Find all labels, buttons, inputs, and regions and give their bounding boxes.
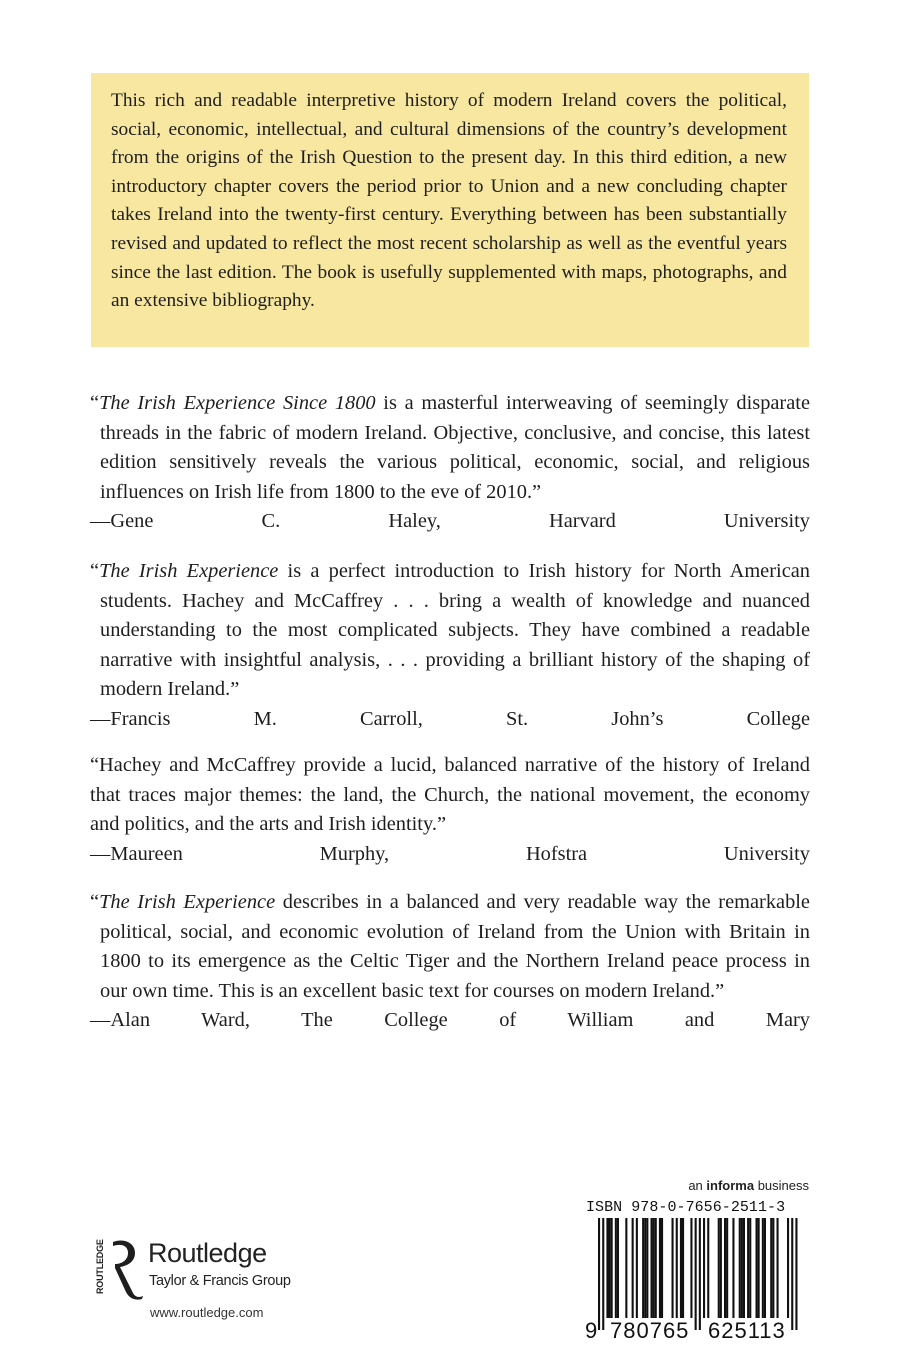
barcode-bar — [699, 1218, 701, 1330]
barcode-bar — [695, 1218, 697, 1330]
publisher-vertical-mark: ROUTLEDGE — [95, 1239, 105, 1295]
informa-brand: informa — [706, 1178, 755, 1193]
quote-text: is a masterful interweaving of seemingly disparate threads in the fabric of modern Ireland. Objective, conclusive, and concise, this latest edition sensitively reveals the various political, economic, social, and religious influences on Irish life from 1800 to the eve of 2010.” — [100, 392, 810, 503]
barcode-bar — [764, 1218, 766, 1318]
review-quote-2 — [90, 557, 810, 735]
book-title: The Irish Experience — [99, 891, 276, 913]
barcode-bar — [661, 1218, 663, 1318]
barcode-bar — [739, 1218, 741, 1318]
barcode-bar — [749, 1218, 751, 1318]
open-quote: “ — [90, 891, 100, 913]
publisher-url: www.routledge.com — [150, 1305, 264, 1320]
barcode-bar — [632, 1218, 634, 1318]
barcode-bar — [636, 1218, 638, 1318]
barcode-bar — [611, 1218, 613, 1318]
quote-text: is a perfect introduction to Irish history for North American students. Hachey and McCaffrey . . . bring a wealth of knowledge and nuanced understanding to the most complicated subjects. They have combined a readable narrative with insightful analysis, . . . providing a brilliant history of the shaping of modern Ireland.” — [100, 560, 810, 701]
barcode-bar — [770, 1218, 772, 1318]
barcode-bar — [609, 1218, 611, 1318]
barcode-bar — [690, 1218, 692, 1318]
barcode-bar — [791, 1218, 793, 1330]
barcode-bar — [718, 1218, 720, 1318]
barcode-bar — [720, 1218, 722, 1318]
informa-line: an informa business — [688, 1178, 809, 1193]
barcode-bar — [743, 1218, 745, 1318]
barcode-bar — [598, 1218, 600, 1330]
barcode-bar — [676, 1218, 678, 1318]
barcode-digits-right: 625113 — [708, 1318, 786, 1343]
barcode-bar — [726, 1218, 728, 1318]
barcode-bar — [707, 1218, 709, 1318]
routledge-r-icon — [109, 1238, 145, 1300]
barcode-bar — [680, 1218, 682, 1318]
publisher-group: Taylor & Francis Group — [149, 1273, 291, 1289]
open-quote: “ — [90, 392, 100, 414]
barcode-bar — [644, 1218, 646, 1318]
barcode-bar — [758, 1218, 760, 1318]
barcode-bar — [642, 1218, 644, 1318]
barcode-bar — [756, 1218, 758, 1318]
barcode-bar — [787, 1218, 789, 1318]
barcode-bar — [772, 1218, 774, 1318]
book-title: The Irish Experience Since 1800 — [99, 392, 376, 414]
barcode-digits-left: 780765 — [610, 1318, 690, 1343]
barcode-digit-first: 9 — [585, 1318, 598, 1343]
summary-text: This rich and readable interpretive history of modern Ireland covers the political, social, economic, intellectual, and cultural dimensions of the country’s development from the origins of the Irish Question to the present day. In this third edition, a new introductory chapter covers the period prior to Union and a new concluding chapter takes Ireland into the twenty-first century. Everything between has been substantially revised and updated to reflect the most recent scholarship as well as the eventful years since the last edition. The book is usefully supplemented with maps, photographs, and an extensive bibliography. — [111, 90, 787, 312]
barcode-bar — [646, 1218, 648, 1318]
barcode-bar — [795, 1218, 797, 1330]
quote-attribution: —Francis M. Carroll, St. John’s College — [90, 707, 810, 730]
review-quote-1 — [90, 389, 810, 537]
barcode-bar — [747, 1218, 749, 1318]
review-quote-3 — [90, 751, 810, 869]
barcode-bar — [655, 1218, 657, 1318]
quote-text: describes in a balanced and very readable way the remarkable political, social, and economic evolution of Ireland from the Union with Britain in 1800 to its emergence as the Celtic Tiger and the Northern Ireland peace process in our own time. This is an excellent basic text for courses on modern Ireland.” — [100, 891, 810, 1002]
publisher-name: Routledge — [148, 1238, 267, 1268]
barcode-bar — [762, 1218, 764, 1318]
review-quote-4 — [90, 888, 810, 1036]
barcode-bar — [724, 1218, 726, 1318]
barcode-bar — [741, 1218, 743, 1318]
barcode-bar — [659, 1218, 661, 1318]
summary-box — [91, 73, 809, 347]
barcode-bar — [732, 1218, 734, 1318]
barcode-bar — [672, 1218, 674, 1318]
barcode-bar — [617, 1218, 619, 1318]
barcode-bar — [703, 1218, 705, 1318]
quote-text: “Hachey and McCaffrey provide a lucid, balanced narrative of the history of Ireland that traces major themes: the land, the Church, the national movement, the economy and politics, and the arts and Irish identity.” — [90, 754, 810, 836]
open-quote: “ — [90, 560, 100, 582]
barcode — [584, 1218, 812, 1334]
barcode-bar — [651, 1218, 653, 1318]
isbn-label: ISBN 978-0-7656-2511-3 — [586, 1199, 786, 1216]
quote-attribution: —Gene C. Haley, Harvard University — [90, 510, 810, 533]
barcode-bar — [682, 1218, 684, 1318]
barcode-bar — [602, 1218, 604, 1330]
barcode-bar — [777, 1218, 779, 1318]
quote-attribution: —Alan Ward, The College of William and Mary — [90, 1009, 810, 1032]
barcode-bar — [625, 1218, 627, 1318]
barcode-bar — [615, 1218, 617, 1318]
quote-attribution: —Maureen Murphy, Hofstra University — [90, 842, 810, 865]
barcode-bar — [606, 1218, 608, 1318]
book-title: The Irish Experience — [99, 560, 279, 582]
barcode-bar — [653, 1218, 655, 1318]
